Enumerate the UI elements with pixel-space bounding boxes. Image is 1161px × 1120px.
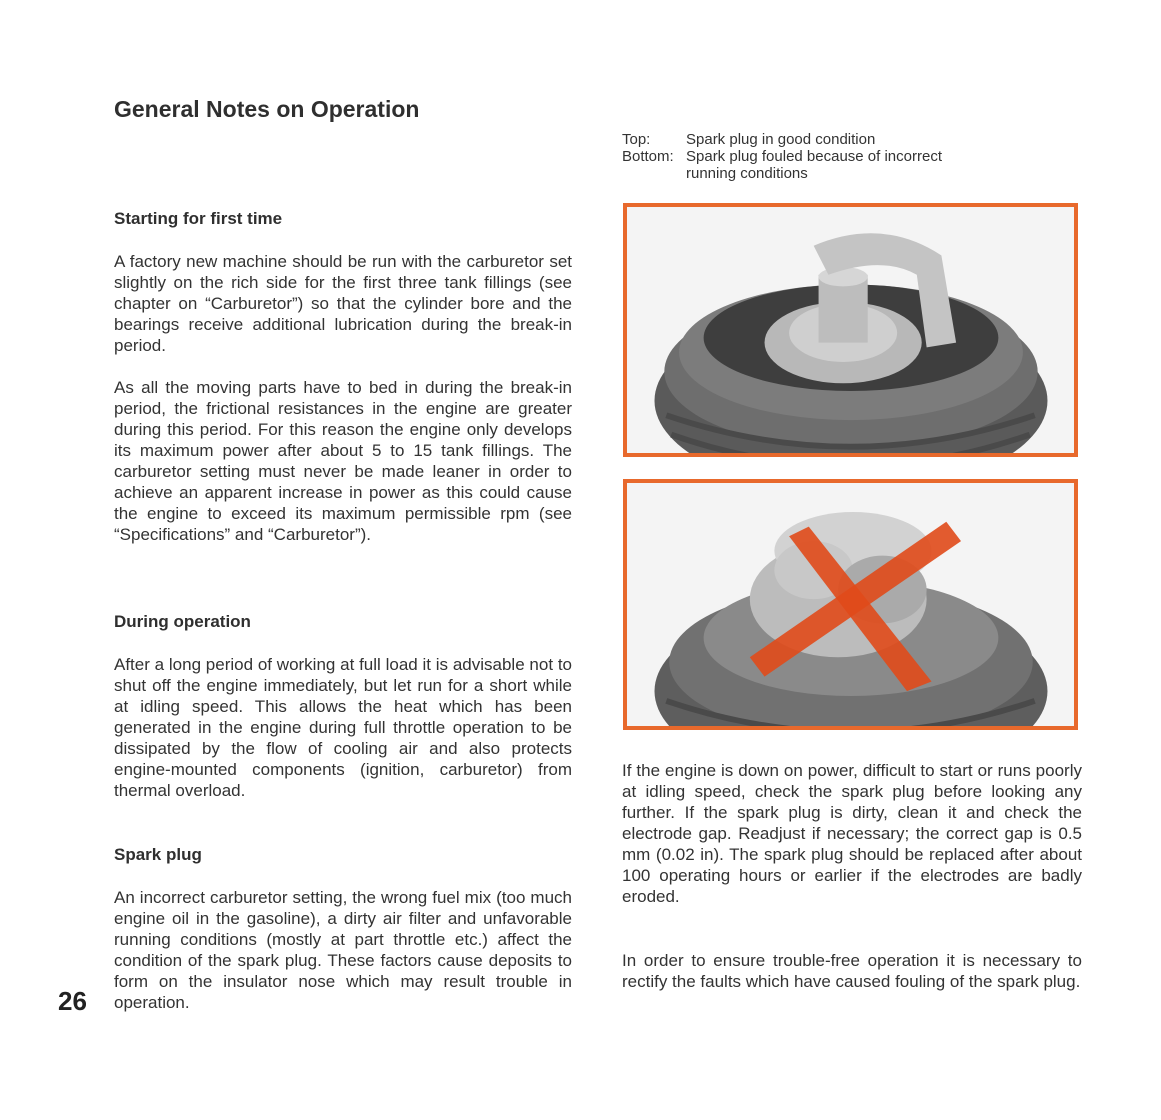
paragraph-starting-2: As all the moving parts have to bed in during the break-in period, the frictional resistances in the engine are greater during this period. For this reason the engine only develops its maximum power after about 5 to 15 tank fillings. The carburetor setting must never be made leaner in order to achieve an apparent increase in power as this could cause the engine to exceed its maximum permissible rpm (see “Specifications” and “Carburetor”). <box>114 378 572 544</box>
heading-spark-plug: Spark plug <box>114 845 202 864</box>
caption-top-key: Top: <box>622 131 651 148</box>
caption-bottom-key: Bottom: <box>622 148 674 165</box>
paragraph-right-2: In order to ensure trouble-free operation it is necessary to rectify the faults which have caused fouling of the spark plug. <box>622 951 1082 991</box>
photo-fouled-spark-plug <box>623 479 1078 730</box>
paragraph-operation-1: After a long period of working at full load it is advisable not to shut off the engine immediately, but let run for a short while at idling speed. This allows the heat which has been generated in the engine during full throttle operation to be dissipated by the flow of cooling air and also protects engine-mounted components (ignition, carburetor) from thermal overload. <box>114 655 572 800</box>
heading-starting: Starting for first time <box>114 209 283 228</box>
photo-good-spark-plug <box>623 203 1078 457</box>
page-title: General Notes on Operation <box>114 96 420 122</box>
caption-bottom-text-2: running conditions <box>686 165 808 182</box>
caption-bottom-text-1: Spark plug fouled because of incorrect <box>686 148 942 165</box>
caption-top-text: Spark plug in good condition <box>686 131 876 148</box>
heading-operation: During operation <box>114 612 251 631</box>
photo-caption <box>622 131 986 182</box>
paragraph-right-1: If the engine is down on power, difficult to start or runs poorly at idling speed, check the spark plug before looking any further. If the spark plug is dirty, clean it and check the electrode gap. Readjust if necessary; the correct gap is 0.5 mm (0.02 in). The spark plug should be replaced after about 100 operating hours or earlier if the electrodes are badly eroded. <box>622 761 1082 906</box>
spark-plug-good-image <box>627 207 1074 453</box>
spark-plug-fouled-image <box>627 483 1074 726</box>
paragraph-spark-plug-1: An incorrect carburetor setting, the wrong fuel mix (too much engine oil in the gasoline), a dirty air filter and unfavorable running conditions (mostly at part throttle etc.) affect the condition of the spark plug. These factors cause deposits to form on the insulator nose which may result trouble in operation. <box>114 888 572 1012</box>
page-number: 26 <box>58 986 87 1016</box>
paragraph-starting-1: A factory new machine should be run with the carburetor set slightly on the rich side for the first three tank fillings (see chapter on “Carburetor”) so that the cylinder bore and the bearings receive additional lubrication during the break-in period. <box>114 252 572 355</box>
